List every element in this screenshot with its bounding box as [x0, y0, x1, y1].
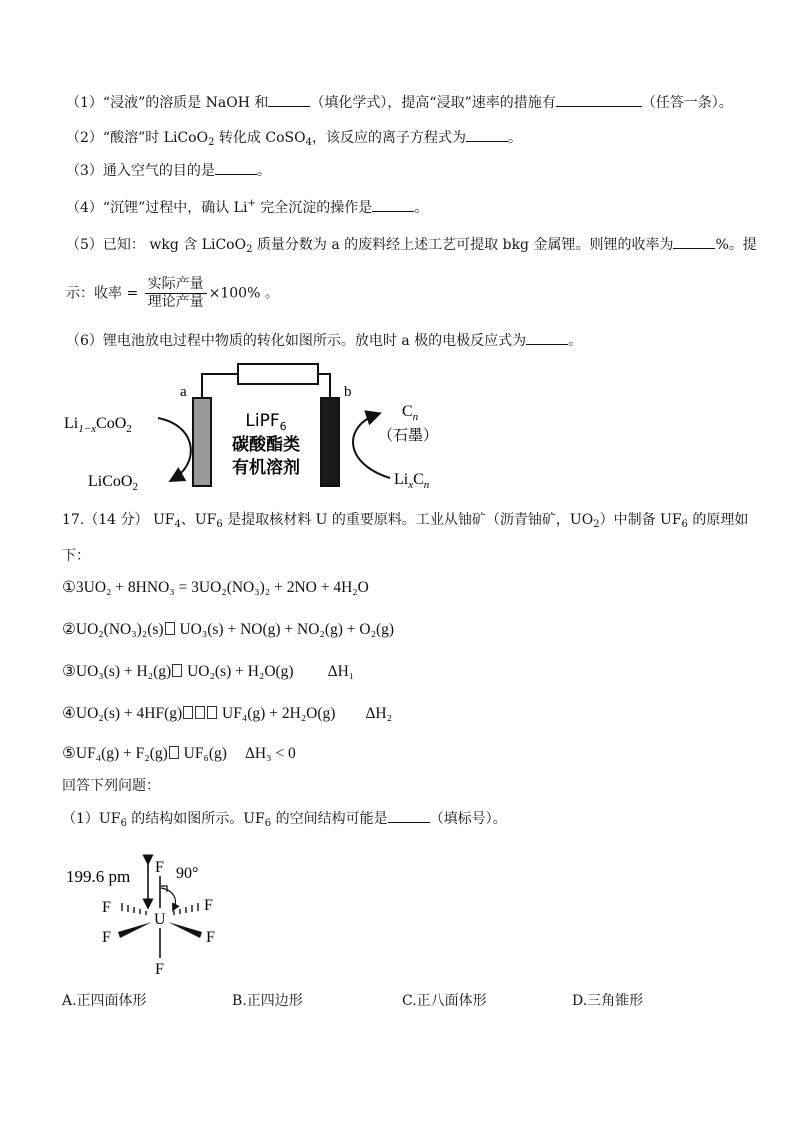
option-d[interactable]: D.三角锥形 [572, 993, 644, 1009]
question-text: 质量分数为 a 的废料经上述工艺可提取 bkg 金属锂。则锂的收率为 [252, 237, 674, 253]
subscript: 6 [681, 519, 688, 530]
fluorine-upper-right: F [204, 897, 213, 914]
angle-arc [161, 888, 175, 908]
reaction-1: ①3UO₂ + 8HNO₃ = 3UO₂(NO₃)₂ + 2NO + 4H₂O [62, 579, 369, 596]
fluorine-bottom: F [155, 961, 164, 978]
wedge-bond-lower-left [118, 922, 152, 938]
subscript: 4 [305, 137, 312, 148]
q16-part4 [66, 194, 428, 218]
question-text: 锂电池放电过程中物质的转化如图所示。放电时 a 极的电极反应式为 [102, 333, 527, 349]
question-text: 通入空气的目的是 [102, 163, 215, 179]
subscript: 6 [120, 818, 127, 829]
battery-diagram [60, 356, 480, 496]
fluorine-lower-right: F [206, 929, 215, 946]
reaction-2 [62, 620, 394, 640]
q16-part3 [66, 160, 271, 181]
question-text: （填标号）。 [429, 811, 507, 827]
reaction-right: UO₂(s) + H₂O(g) [183, 663, 294, 680]
fraction-numerator: 实际产量 [145, 276, 207, 294]
subscript: 4 [174, 519, 181, 530]
part-number: （3） [66, 163, 103, 179]
right-top-species: $C_n$ [402, 403, 419, 423]
yield-fraction [145, 276, 207, 311]
question-text: 、UF [180, 512, 217, 528]
wire-left [202, 374, 238, 398]
question-text: 17.（14 分） UF [62, 512, 175, 528]
left-bottom-species: LiCoO$_2$ [88, 473, 138, 493]
option-c[interactable]: C.正八面体形 [402, 993, 487, 1009]
q16-part6 [66, 330, 582, 351]
answer-blank[interactable] [388, 808, 430, 823]
right-curved-arrow [353, 414, 390, 478]
subscript: 6 [264, 818, 272, 829]
subscript: 2 [593, 519, 600, 530]
question-text: %。提 [715, 237, 757, 253]
uf6-structure-diagram [62, 848, 262, 978]
q16-part5-hint [66, 276, 279, 311]
bond-length-label: 199.6 pm [66, 867, 131, 886]
reaction-3 [62, 662, 354, 682]
q17-part1 [62, 808, 507, 834]
part-number: （6） [66, 333, 103, 349]
part-number: （5） [66, 237, 103, 253]
electrode-a [193, 398, 211, 486]
reaction-left: ⑤UF₄(g) + F₂(g) [62, 745, 168, 762]
q16-part5 [66, 234, 757, 260]
question-text: 。 [414, 200, 429, 216]
answer-blank[interactable] [673, 234, 715, 249]
subscript: 2 [246, 244, 253, 255]
electrolyte-formula: LiPF$_6$ [245, 411, 287, 433]
subscript: 6 [216, 519, 223, 530]
answer-blank[interactable] [556, 92, 642, 107]
fluorine-top: F [155, 859, 164, 876]
electrode-b [321, 398, 339, 486]
question-text: 转化成 CoSO [214, 130, 306, 146]
question-text: UF [98, 811, 121, 827]
resistor [238, 364, 318, 384]
left-curved-arrow [158, 418, 191, 480]
answer-blank[interactable] [268, 92, 310, 107]
q17-header [62, 510, 748, 535]
reaction-left: ④UO₂(s) + 4HF(g) [62, 705, 183, 722]
enthalpy-label: ΔH₁ [327, 663, 355, 680]
electrode-b-label: b [344, 384, 352, 400]
question-text: “酸溶”时 LiCoO [102, 130, 209, 146]
question-text: 的结构如图所示。UF [126, 811, 265, 827]
answer-blank[interactable] [372, 197, 414, 212]
reaction-left: ②UO₂(NO₃)₂(s) [62, 621, 164, 638]
option-b[interactable]: B.正四边形 [232, 993, 303, 1009]
wedge-bond-lower-right [168, 922, 202, 938]
question-text: ，该反应的离子方程式为 [311, 130, 466, 146]
fluorine-upper-left: F [102, 899, 111, 916]
angle-label: 90° [176, 865, 199, 882]
question-text: “沉锂”过程中，确认 Li [102, 200, 248, 216]
missing-glyph [172, 664, 182, 677]
enthalpy-label: ΔH₃ < 0 [244, 745, 296, 762]
question-text: ）中制备 UF [599, 512, 682, 528]
uranium-center: U [154, 911, 166, 928]
question-text: “浸液”的溶质是 NaOH 和 [102, 95, 269, 111]
missing-glyph [207, 706, 217, 719]
missing-glyph [169, 746, 179, 759]
reaction-right: UF₆(g) [179, 745, 227, 762]
fluorine-lower-left: F [102, 929, 111, 946]
hashed-bond-upper-left [122, 903, 146, 915]
missing-glyph [165, 622, 175, 635]
question-text: 的原理如 [687, 512, 749, 528]
part-number: （4） [66, 200, 103, 216]
option-a[interactable]: A.正四面体形 [62, 993, 147, 1009]
missing-glyph [195, 706, 205, 719]
question-text: 的空间结构可能是 [271, 811, 388, 827]
electrode-a-label: a [180, 384, 187, 400]
question-text: （填化学式），提高“浸取”速率的措施有 [310, 95, 556, 111]
subscript: 2 [208, 137, 215, 148]
question-text: 。 [568, 333, 583, 349]
enthalpy-label: ΔH₂ [365, 705, 393, 722]
answer-blank[interactable] [215, 160, 257, 175]
q16-part1 [66, 92, 733, 113]
hashed-bond-upper-right [174, 903, 198, 915]
q17-header-cont: 下： [62, 548, 90, 564]
question-text: 完全沉淀的操作是 [255, 200, 373, 216]
fraction-denominator: 理论产量 [147, 294, 204, 310]
part-number: （2） [66, 130, 103, 146]
reaction-right: UF₄(g) + 2H₂O(g) [218, 705, 336, 722]
right-top-note: （石墨） [378, 426, 439, 444]
answer-intro: 回答下列问题： [62, 778, 160, 794]
reaction-right: UO₃(s) + NO(g) + NO₂(g) + O₂(g) [175, 621, 395, 638]
reaction-4 [62, 704, 392, 724]
q16-part2 [66, 127, 522, 153]
part-number: （1） [66, 95, 103, 111]
electrolyte-line3: 有机溶剂 [232, 458, 300, 478]
equals-sign: = [122, 285, 143, 302]
question-text: 已知： wkg 含 LiCoO [102, 237, 247, 253]
answer-blank[interactable] [526, 330, 568, 345]
reaction-left: ③UO₃(s) + H₂(g) [62, 663, 172, 680]
missing-glyph [183, 706, 193, 719]
answer-blank[interactable] [466, 127, 508, 142]
question-text: 。 [256, 163, 271, 179]
question-text: 是提取核材料 U 的重要原料。工业从铀矿（沥青铀矿，UO [222, 512, 594, 528]
question-text: 示：收率 [66, 285, 122, 302]
question-text: ×100% 。 [208, 285, 279, 302]
question-text: （任答一条）。 [641, 95, 733, 111]
battery-svg [60, 356, 480, 496]
electrolyte-line2: 碳酸酯类 [232, 435, 300, 455]
part-number: （1） [62, 811, 99, 827]
right-bottom-species: $Li_xC_n$ [394, 471, 430, 491]
question-text: 。 [507, 130, 522, 146]
uf6-svg [62, 848, 262, 978]
wire-right [318, 374, 330, 398]
reaction-5 [62, 744, 296, 764]
left-top-species: $Li_{1-x}CoO_2$ [64, 415, 132, 435]
superscript: + [247, 198, 256, 209]
